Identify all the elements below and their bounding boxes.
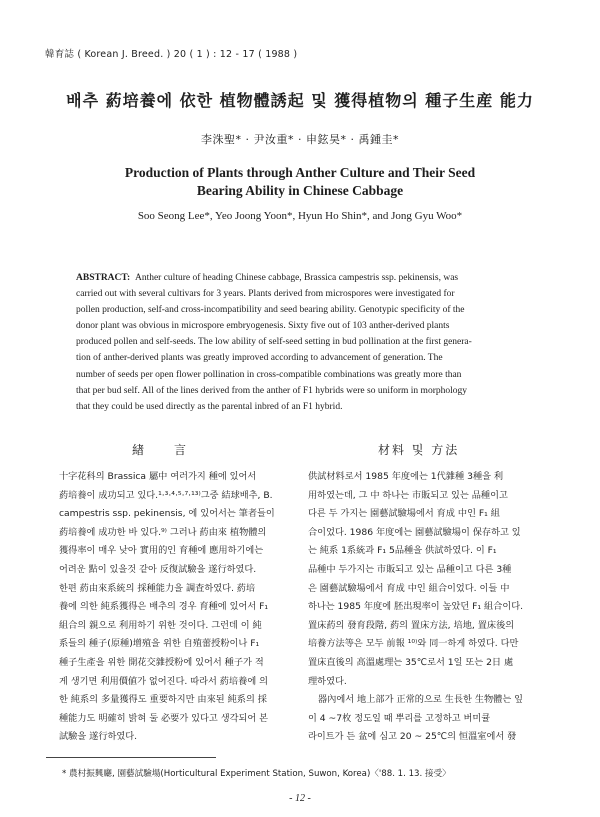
intro-line: 葯培養이 成功되고 있다.¹·³·⁴·⁵·⁷·¹³⁾그중 結球배추, B. <box>59 489 273 501</box>
abstract-line-7: number of seeds per open flower pollination in cross-compatible combinations was greatly more than <box>76 369 462 380</box>
methods-line: 供試材料로서 1985 年度에는 1代雜種 3種을 利 <box>308 471 504 482</box>
methods-line: 用하였는데, 그 中 하나는 市販되고 있는 品種이고 <box>308 489 508 501</box>
title-english-line-2: Bearing Ability in Chinese Cabbage <box>196 183 404 198</box>
methods-line: 培養方法等은 모두 前報 ¹⁰⁾와 同一하게 하였다. 다만 <box>308 638 519 650</box>
methods-line: 하나는 1985 年度에 胚出現率이 높았던 F₁ 組合이다. <box>308 601 524 613</box>
methods-line: 이 4 ~7枚 정도일 때 뿌리를 고정하고 버미큘 <box>308 712 491 724</box>
methods-line: 品種中 두가지는 市販되고 있는 品種이고 다른 3種 <box>308 563 512 575</box>
section-heading-introduction: 緖 言 <box>132 443 189 457</box>
materials-methods-text <box>308 468 540 747</box>
methods-line: 은 園藝試驗場에서 育成 中인 組合이었다. 이들 中 <box>308 582 510 594</box>
abstract-label: ABSTRACT: <box>76 273 131 283</box>
abstract-line-1-text: Anther culture of heading Chinese cabbage, Brassica campestris ssp. pekinensis, was <box>134 273 459 283</box>
authors-english: Soo Seong Lee*, Yeo Joong Yoon*, Hyun Ho Shin*, and Jong Gyu Woo* <box>137 210 463 222</box>
section-heading-materials-methods: 材料 및 方法 <box>378 443 460 457</box>
abstract-line-3: pollen production, self-and cross-incompatibility and seed bearing ability. Genotypic specificity of the <box>76 305 465 316</box>
intro-line: campestris ssp. pekinensis, 에 있어서는 筆者들이 <box>59 508 275 520</box>
methods-line: 置床葯의 發育段階, 葯의 置床方法, 培地, 置床後의 <box>308 619 515 631</box>
methods-line: 理하였다. <box>308 675 347 687</box>
methods-line: 는 純系 1系統과 F₁ 5品種을 供試하였다. 이 F₁ <box>308 545 497 557</box>
intro-line: 試驗을 遂行하였다. <box>59 731 138 743</box>
affiliation-footnote: * 農村振興廳, 園藝試驗場(Horticultural Experiment Station, Suwon, Korea)〈'88. 1. 13. 接受〉 <box>62 769 451 779</box>
abstract-line-6: tion of anther-derived plants was greatly improved according to advancement of generation. The <box>76 353 443 364</box>
intro-line: 어려운 點이 있을것 같아 反復試驗을 遂行하였다. <box>59 563 257 575</box>
intro-line: 게 생기면 利用價値가 없어진다. 따라서 葯培養에 의 <box>59 675 269 687</box>
methods-line: 라이트가 든 盆에 심고 20 ~ 25℃의 恒溫室에서 發 <box>308 731 517 743</box>
abstract-line-5: produced pollen and self-seeds. The low ability of self-seed setting in bud pollination at the first genera- <box>76 337 472 348</box>
abstract-line-1 <box>76 270 546 286</box>
abstract-line-8: that per bud self. All of the lines derived from the anther of F1 hybrids were so uniform in morphology <box>76 385 468 396</box>
intro-line: 獲得率이 매우 낮아 實用的인 育種에 應用하기에는 <box>59 545 264 557</box>
methods-line: 器內에서 地上部가 正常的으로 生長한 生物體는 잎 <box>318 694 524 706</box>
footnote-divider <box>46 757 216 758</box>
journal-citation: 韓育誌 ( Korean J. Breed. ) 20 ( 1 ) : 12 - 17 ( 1988 ) <box>45 49 298 60</box>
abstract-line-4: donor plant was obvious in microspore embryogenesis. Sixty five out of 103 anther-derived plants <box>76 321 450 332</box>
intro-line: 葯培養에 成功한 바 있다.⁹⁾ 그러나 葯由來 植物體의 <box>59 526 267 538</box>
intro-line: 한편 葯由來系統의 採種能力을 調査하였다. 葯培 <box>59 582 256 594</box>
abstract-line-2: carried out with several cultivars for 3 years. Plants derived from microspores were investigated for <box>76 289 455 300</box>
intro-line: 養에 의한 純系獲得은 배추의 경우 育種에 있어서 F₁ <box>59 601 269 613</box>
page-number: - 12 - <box>289 793 311 804</box>
intro-line: 十字花科의 Brassica 屬中 여러가지 種에 있어서 <box>59 471 257 482</box>
title-english <box>0 164 600 200</box>
intro-line: 系들의 種子(原種)增殖을 위한 自殖蕾授粉이나 F₁ <box>59 638 260 650</box>
methods-line: 置床直後의 高溫處理는 35℃로서 1일 또는 2日 處 <box>308 656 514 668</box>
intro-line: 組合의 親으로 利用하기 위한 것이다. 그런데 이 純 <box>59 619 262 631</box>
methods-line: 다른 두 가지는 園藝試驗場에서 育成 中인 F₁ 組 <box>308 508 500 520</box>
intro-line: 種能力도 明確히 밝혀 둘 必要가 있다고 생각되어 본 <box>59 712 269 724</box>
abstract-line-9: that they could be used directly as the parental inbred of an F1 hybrid. <box>76 401 343 412</box>
methods-line: 合이었다. 1986 年度에는 園藝試驗場이 保存하고 있 <box>308 526 521 538</box>
title-korean: 배추 葯培養에 依한 植物體誘起 및 獲得植物의 種子生産 能力 <box>66 91 534 110</box>
introduction-text <box>59 468 291 747</box>
title-english-line-1: Production of Plants through Anther Culture and Their Seed <box>124 165 476 180</box>
abstract <box>76 270 546 415</box>
intro-line: 種子生產을 위한 開花交雜授粉에 있어서 種子가 적 <box>59 656 264 668</box>
authors-korean: 李洙聖* · 尹汝重* · 申鉉昊* · 禹鍾圭* <box>201 133 399 146</box>
intro-line: 한 純系의 多量獲得도 重要하지만 由來된 純系의 採 <box>59 694 267 706</box>
